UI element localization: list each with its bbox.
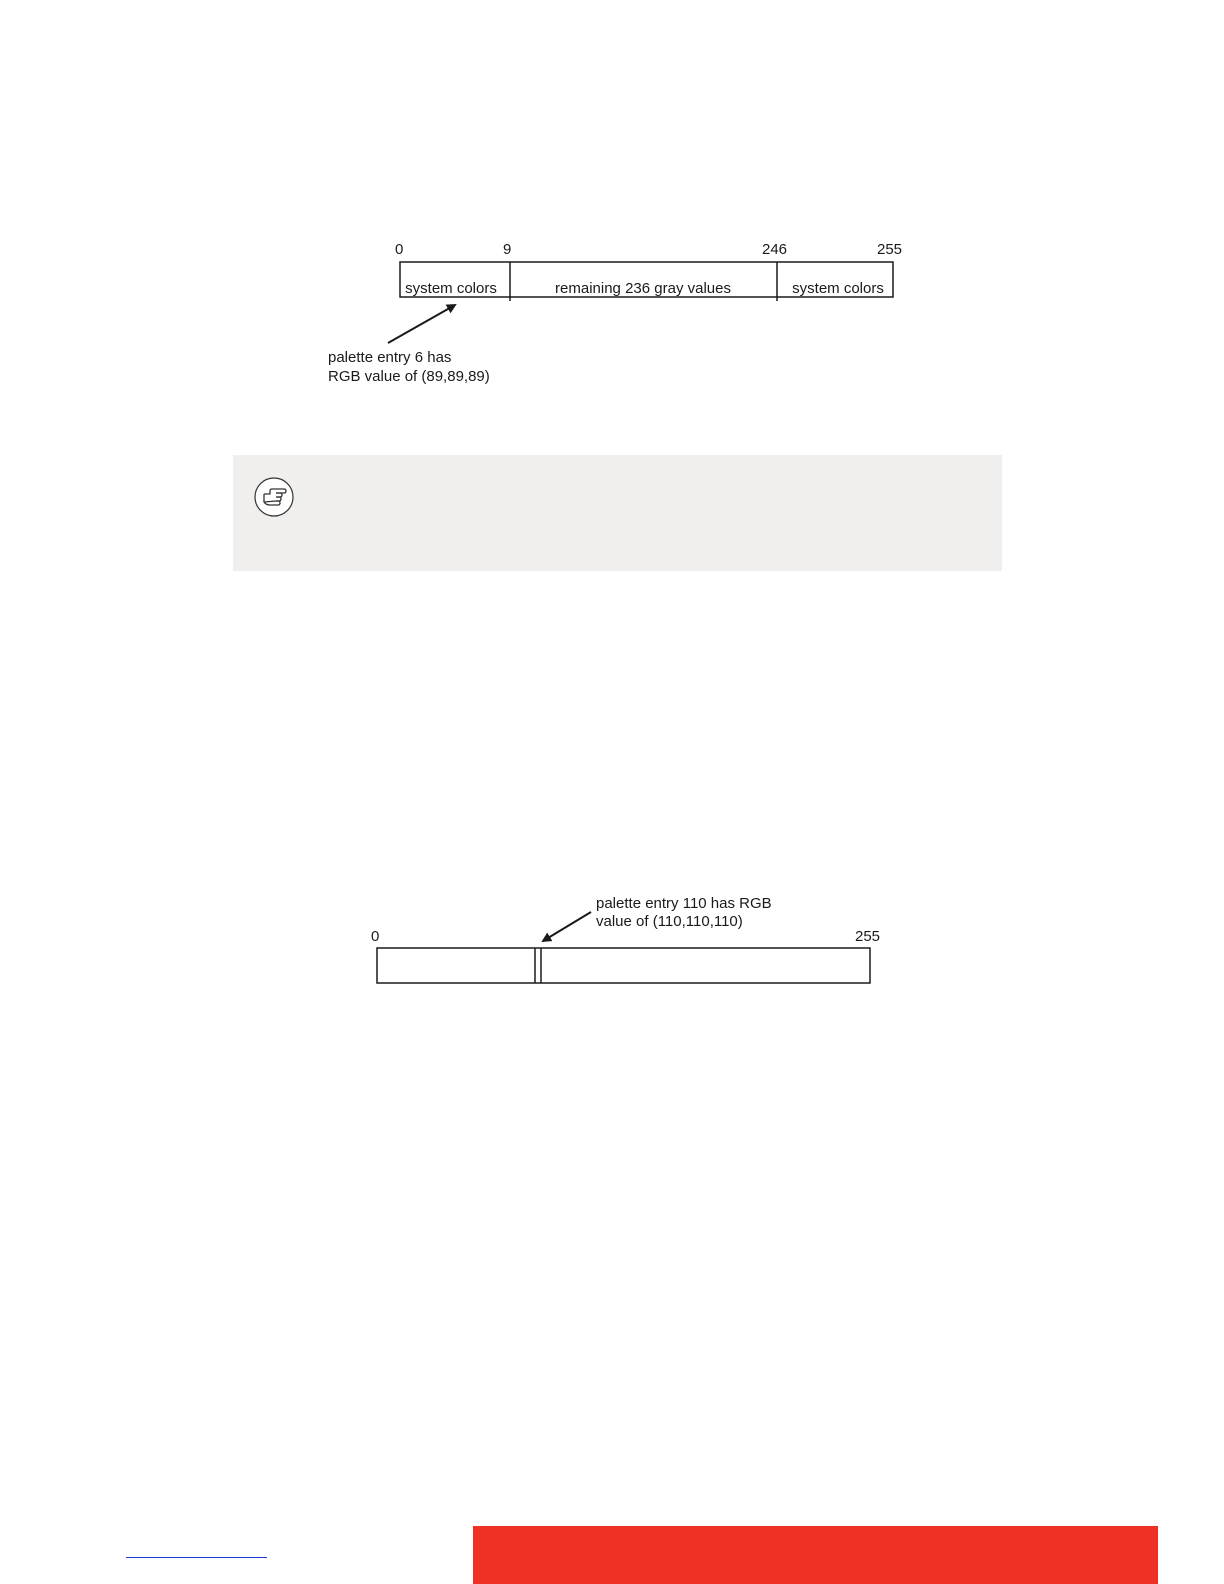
note-box [233, 455, 1002, 571]
palette-diagram-entry-110 [371, 895, 880, 983]
tick-label-255: 255 [877, 241, 903, 258]
segment-label-system-colors-left: system colors [405, 280, 497, 297]
footer-link-underline[interactable] [126, 1557, 267, 1558]
segment-label-remaining-gray: remaining 236 gray values [555, 280, 731, 297]
pointing-hand-icon [254, 477, 294, 517]
palette-diagram-system-colors [328, 241, 902, 385]
tick-label-9: 9 [503, 241, 512, 258]
annotation-line-2: value of (110,110,110) [596, 913, 743, 930]
annotation-line-1: palette entry 6 has [328, 349, 452, 366]
tick-label-246: 246 [762, 241, 788, 258]
annotation-arrow [388, 305, 455, 343]
segment-label-system-colors-right: system colors [792, 280, 884, 297]
annotation-line-2: RGB value of (89,89,89) [328, 368, 490, 385]
annotation-arrow [543, 912, 591, 941]
annotation-line-1: palette entry 110 has RGB [596, 895, 772, 912]
palette-bar [377, 948, 870, 983]
tick-label-0: 0 [395, 241, 404, 258]
tick-label-255: 255 [855, 928, 881, 945]
footer-brand-bar [473, 1526, 1158, 1584]
tick-label-0: 0 [371, 928, 380, 945]
